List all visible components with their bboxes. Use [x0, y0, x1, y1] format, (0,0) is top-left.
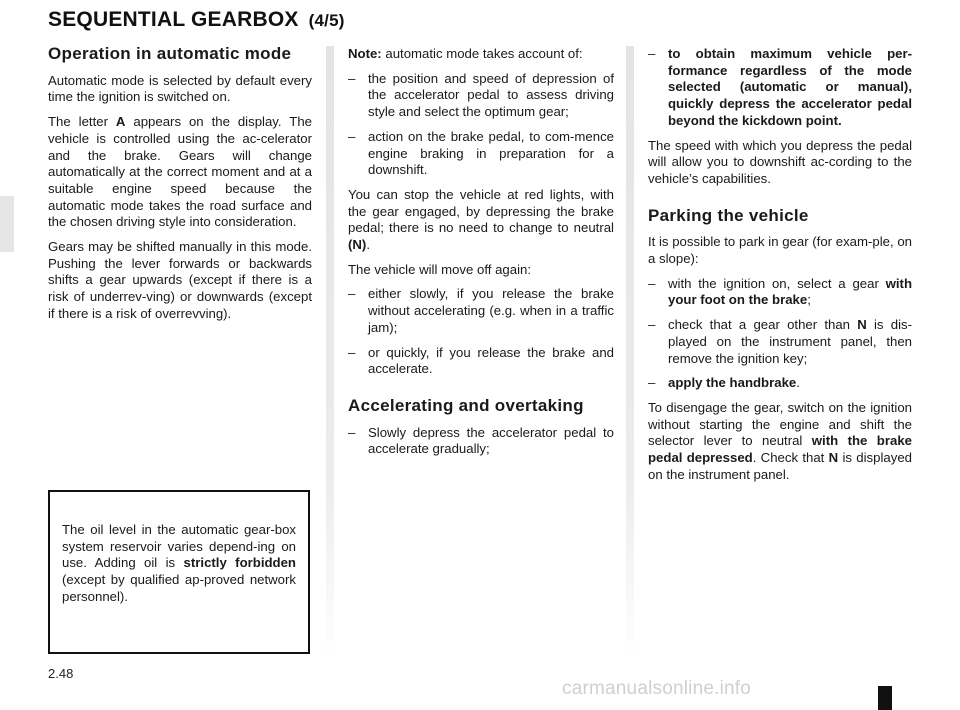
text-run: is dis-played on the instrument panel, then remove the ignition key; [668, 317, 912, 366]
list-item [648, 276, 912, 309]
list-item-text [668, 276, 912, 309]
watermark: carmanualsonline.info [562, 678, 752, 699]
paragraph: The vehicle will move off again: [348, 261, 532, 277]
column-2 [348, 46, 614, 466]
list-item-text: action on the brake pedal, to com-mence engine braking in preparation for a downshift. [368, 128, 614, 178]
paragraph [348, 187, 614, 254]
chapter-tab-marker [0, 196, 14, 252]
section-heading-parking: Parking the vehicle [648, 205, 809, 225]
column-1 [48, 46, 312, 331]
text-run: appears on the display. The vehicle is controlled using the ac-celerator and the brake. Gears will change automatically at the correct moment and at a suitable engine speed because the automatic mode takes the road surface and the chosen driving style into consideration. [48, 114, 313, 230]
emphasis: with the brake pedal depressed [648, 433, 912, 466]
display-letter: A [115, 114, 126, 130]
list-item-text: the position and speed of depression of the accelerator pedal to assess driving style and select the optimum gear; [368, 70, 614, 120]
paragraph [348, 46, 614, 63]
list-item [348, 71, 614, 121]
corner-tab-mark [878, 686, 892, 710]
column-divider [326, 46, 334, 660]
text-run: . [366, 237, 370, 253]
text-run: . [796, 375, 800, 391]
list-item-text: or quickly, if you release the brake and accelerate. [368, 344, 614, 377]
list-item [348, 129, 614, 179]
column-divider [626, 46, 634, 660]
emphasis: N [828, 450, 839, 466]
text-run: is displayed on the instrument panel. [648, 450, 912, 482]
emphasis: with your foot on the brake [668, 275, 912, 308]
page-title-main: SEQUENTIAL GEARBOX [48, 8, 299, 31]
list-item [648, 46, 912, 130]
dash: – [348, 286, 356, 302]
column-3 [648, 46, 912, 491]
section-heading-accelerating: Accelerating and overtaking [348, 395, 584, 415]
dash: – [648, 375, 656, 391]
dash: – [348, 128, 356, 144]
emphasis: N [857, 317, 867, 333]
text-run: . Check that [752, 450, 829, 466]
text-run: with the ignition on, select a gear [668, 275, 886, 291]
text-run: You can stop the vehicle at red lights, with the gear engaged, by depressing the brake pedal; there is no need to change to neutral [348, 186, 614, 236]
page-title-suffix: (4/5) [308, 11, 345, 30]
dash: – [348, 70, 356, 86]
emphasis: (N) [348, 237, 367, 253]
emphasis: apply the handbrake [668, 375, 797, 391]
page-number: 2.48 [48, 666, 74, 681]
text-run: (except by qualified ap-proved network personnel). [62, 572, 296, 604]
list-item [348, 425, 614, 458]
dash: – [648, 275, 656, 291]
paragraph: Automatic mode is selected by default every time the ignition is switched on. [48, 72, 312, 105]
text-run: ; [807, 292, 811, 308]
list-item [648, 375, 912, 392]
dash: – [348, 344, 356, 360]
list-item [348, 286, 614, 336]
note-label: Note: [348, 46, 382, 61]
paragraph: Gears may be shifted manually in this mode. Pushing the lever forwards or backwards shifts a gear upwards (except if there is a risk of underrev-ving) or downwards (except if there is a risk of overrevving). [48, 239, 312, 321]
section-heading-automatic-mode: Operation in automatic mode [48, 44, 292, 63]
paragraph: The speed with which you depress the pedal will allow you to downshift ac-cording to the vehicle’s capabilities. [648, 137, 912, 186]
dash: – [648, 46, 656, 61]
list-item-text [668, 375, 912, 392]
list-item-text: to obtain maximum vehicle per-formance regardless of the mode selected (automatic or manual), quickly depress the accelerator pedal beyond the kickdown point. [668, 46, 912, 128]
list-item-text: either slowly, if you release the brake without accelerating (e.g. when in a traffic jam); [368, 286, 614, 335]
page-title [48, 8, 345, 32]
list-item-text [668, 317, 912, 367]
text-run: The oil level in the automatic gear-box system reservoir varies depend-ing on use. Adding oil is [62, 522, 296, 571]
emphasis: strictly forbidden [183, 555, 296, 571]
note-text [62, 522, 296, 606]
paragraph [48, 114, 312, 231]
text-run: To disengage the gear, switch on the ignition without starting the engine and shift the selector lever to neutral [648, 399, 912, 449]
text-run: The letter [48, 114, 116, 130]
text-run: check that a gear other than [668, 317, 858, 333]
dash: – [348, 424, 356, 440]
paragraph [648, 400, 912, 484]
list-item [348, 345, 614, 378]
warning-note-box [48, 490, 310, 654]
list-item-text: Slowly depress the accelerator pedal to accelerate gradually; [368, 424, 614, 457]
dash: – [648, 317, 656, 333]
text-run: automatic mode takes account of: [381, 46, 583, 61]
list-item [648, 317, 912, 367]
paragraph: It is possible to park in gear (for exam-ple, on a slope): [648, 234, 912, 267]
